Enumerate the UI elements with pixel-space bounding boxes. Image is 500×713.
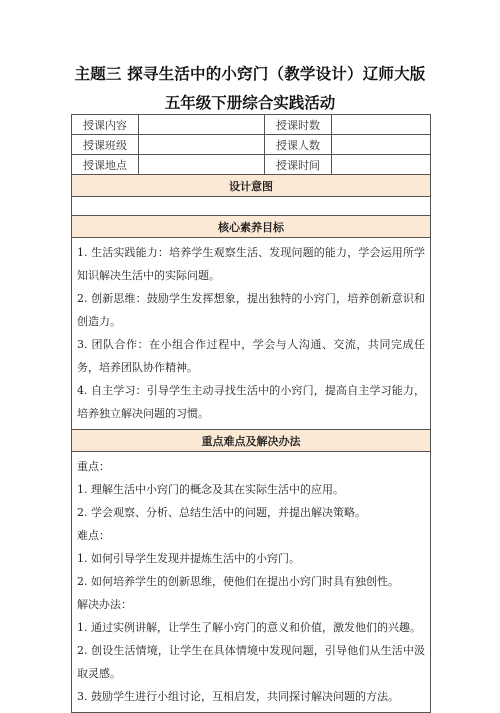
core-goals-cell bbox=[72, 238, 431, 430]
info-label: 授课内容 bbox=[72, 115, 139, 135]
key-point-line: 重点： bbox=[77, 460, 110, 473]
key-point-line: 3. 鼓励学生进行小组讨论，互相启发，共同探讨解决问题的方法。 bbox=[77, 690, 399, 703]
info-row bbox=[72, 135, 431, 155]
info-value bbox=[332, 115, 431, 135]
key-point-line: 1. 理解生活中小窍门的概念及其在实际生活中的应用。 bbox=[77, 483, 344, 496]
info-label: 授课时数 bbox=[265, 115, 332, 135]
lesson-plan-table bbox=[71, 114, 431, 713]
info-label: 授课时间 bbox=[265, 155, 332, 175]
key-point-line: 2. 学会观察、分析、总结生活中的问题，并提出解决策略。 bbox=[77, 506, 366, 519]
info-value bbox=[332, 155, 431, 175]
goal-item: 3. 团队合作：在小组合作过程中，学会与人沟通、交流，共同完成任务，培养团队协作精神。 bbox=[77, 338, 425, 374]
key-point-line: 解决办法： bbox=[77, 598, 132, 611]
section-header-row bbox=[72, 175, 431, 197]
key-point-line: 2. 创设生活情境，让学生在具体情境中发现问题，引导他们从生活中汲取灵感。 bbox=[77, 644, 425, 680]
goal-item: 1. 生活实践能力：培养学生观察生活、发现问题的能力，学会运用所学知识解决生活中的实际问题。 bbox=[77, 246, 425, 282]
document-subtitle: 五年级下册综合实践活动 bbox=[164, 94, 336, 112]
section-header-row bbox=[72, 430, 431, 452]
design-intent-body bbox=[72, 197, 431, 216]
goal-item: 4. 自主学习：引导学生主动寻找生活中的小窍门，提高自主学习能力，培养独立解决问题的习惯。 bbox=[77, 384, 425, 420]
design-intent-row bbox=[72, 197, 431, 216]
design-intent-heading: 设计意图 bbox=[72, 175, 431, 197]
info-value bbox=[139, 155, 265, 175]
key-point-line: 难点： bbox=[77, 529, 110, 542]
info-value bbox=[139, 115, 265, 135]
info-label: 授课人数 bbox=[265, 135, 332, 155]
key-point-line: 1. 如何引导学生发现并提炼生活中的小窍门。 bbox=[77, 552, 300, 565]
key-points-cell bbox=[72, 452, 431, 713]
info-value bbox=[332, 135, 431, 155]
info-row bbox=[72, 115, 431, 135]
info-label: 授课班级 bbox=[72, 135, 139, 155]
info-row bbox=[72, 155, 431, 175]
document-title: 主题三 探寻生活中的小窍门（教学设计）辽师大版 bbox=[74, 65, 426, 83]
info-value bbox=[139, 135, 265, 155]
key-point-line: 1. 通过实例讲解，让学生了解小窍门的意义和价值，激发他们的兴趣。 bbox=[77, 621, 421, 634]
info-label: 授课地点 bbox=[72, 155, 139, 175]
core-goals-heading: 核心素养目标 bbox=[72, 216, 431, 238]
key-points-row bbox=[72, 452, 431, 713]
key-point-line: 2. 如何培养学生的创新思维，使他们在提出小窍门时具有独创性。 bbox=[77, 575, 399, 588]
section-header-row bbox=[72, 216, 431, 238]
core-goals-row bbox=[72, 238, 431, 430]
goal-item: 2. 创新思维：鼓励学生发挥想象，提出独特的小窍门，培养创新意识和创造力。 bbox=[77, 292, 425, 328]
key-points-heading: 重点难点及解决办法 bbox=[72, 430, 431, 452]
